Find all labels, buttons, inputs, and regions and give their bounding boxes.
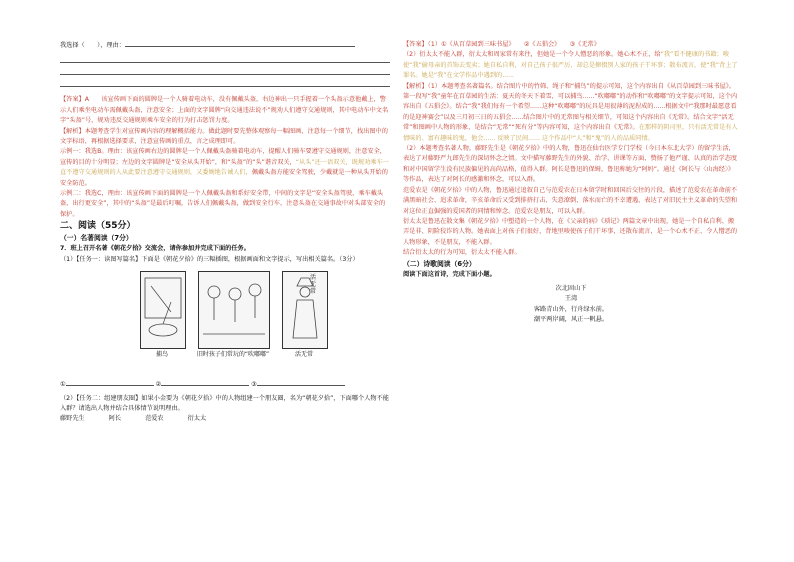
left-column — [60, 40, 390, 425]
illustrations — [60, 269, 390, 379]
analysis-3: 范爱农是《朝花夕拾》中的人物，鲁迅通过追叙自己与范爱农在日本留学时和回国后交往的片段，描述了范爱农在革命前不满黑暗社会、追求革命，辛亥革命后又受到排挤打击、失意潦倒、落水而亡的不幸遭遇，表达了对旧民主主义革命的失望和对这位正直倔强的爱国者的同情和悼念。范爱农是朋友，可以入群。 — [403, 186, 738, 215]
names-row — [60, 414, 390, 424]
conclusion: 结合衍太太的行为可知，衍太太不能入群。 — [403, 249, 521, 257]
caption-blowing-toy: 旧时孩子们常玩的“吹嘟嘟” — [196, 351, 270, 359]
bird-catching-drawing — [141, 272, 185, 348]
answer-line-3 — [60, 86, 390, 87]
name-fujino: 藤野先生 — [60, 415, 85, 423]
example-1: 示例一：我选B。理由：该宣传画右边的圆牌是一个人佩戴头盔骑着电动车，提醒人们骑车要遵守交通规则，注意安全，宣传的目的十分明显；左边的文字圆牌是“安全从头开始”，和“头盔”的“头”谐音双关，“从头”还一语双关，既规劝乘车一直不遵守交通规则的人从此要注意遵守交通规则，又委婉地告诫人们，佩戴头盔方能安全驾驶，少戴就是一种从头开始的安全防范。 — [60, 148, 389, 187]
example-2: 示例二：我选C，理由：该宣传画下面的圆牌是一个人佩戴头盔和系好安全带，中间的文字是“安全头盔驾驶，乘车戴头盔，出行更安全”，其中的“头盔”是最后叮嘱，告诉人们佩戴头盔，做到安全行车，注意头盔在交通事故中对头部安全的保护。 — [60, 190, 386, 218]
subsection-poetry: （二）诗歌阅读（6分） — [403, 259, 476, 268]
analysis-4: 衍太太是鲁迅在散文集《朝花夕拾》中塑造的一个人物，在《父亲的病》《琐记》两篇文章中出现，她是一个自私自利、搬弄是非、阴险狡诈的人物。她表面上对孩子们很好，背地里唆使孩子们干坏事，还散布流言，是一个心术不正、令人憎恶的人物形象，不是朋友，不能入群。 — [403, 217, 738, 246]
section-title-reading: 二、阅读（55分） — [60, 221, 136, 232]
wuchang-drawing — [283, 272, 327, 348]
blanks-row — [60, 379, 390, 390]
poem-title: 次北固山下 — [555, 284, 587, 292]
caption-bird-catching: 捕鸟 — [155, 351, 168, 359]
choose-line: 我选择（ ），理由： — [60, 40, 390, 51]
children-drawing — [199, 272, 269, 348]
answer-line-2 — [60, 74, 390, 75]
analysis-2: （2）本题考查名著人物。藤野先生是《朝花夕拾》中的人物，鲁迅在仙台医学专门学校（今日本东北大学）的留学生活，表达了对藤野严九郎先生的深切怀念之情。文中描写藤野先生的外貌、治学、讲课等方面，赞扬了他严谨、认真的治学态度和对中国留学生没有民族偏见的高尚品格，值得入群。阿长是鲁迅的保姆，鲁迅称她为“阿妈”。通过《阿长与〈山海经〉》等作品，表达了对阿长的感激和怀念，可以入群。 — [403, 145, 738, 184]
blowing-toy-picture — [198, 271, 270, 349]
analysis-left: 【解析】本题考查学生对宣传画内容的理解概括能力。做此题时要先整体观察每一幅图画，注意每一个细节，找出图中的文字标语，再根据选择要求，注意宣传画的重点，言之成理即可。 — [60, 127, 388, 146]
answer-head: 【答案】（1）①《从百草园到三味书屋》 ②《五猖会》 ③《无常》 — [403, 41, 600, 48]
question-7: 7．班上召开名著《朝花夕拾》交流会，请你参加并完成下面的任务。 — [60, 245, 250, 253]
blank-1[interactable]: ① — [60, 381, 66, 389]
answer-2: （2）衍太太不能入群，衍太太和周家常有来往，但她是一个令人憎恶的形象。她心术不正，给“我”看不健康的书籍；唆使“我”偷母亲的首饰去变卖；她自私自利，对自己孩子很严厉，却总是撺掇别人家的孩子干坏事；散布流言，使“我”背上了罪名。她是“我”在文学作品中遇到的...... — [403, 51, 738, 80]
poem-author: 王湾 — [564, 295, 578, 303]
question-7-task-2: （2）【任务二：组建朋友圈】如果小金要为《朝花夕拾》中的人物组建一个朋友圈，名为“朝花夕拾”，下面哪个人物不能入群？请选出人物并结合具体情节说明理由。 — [60, 394, 389, 412]
poem-intro: 阅读下面这首诗，完成下面小题。 — [403, 270, 496, 278]
wuchang-picture — [282, 271, 328, 349]
answer-a: 【答案】A 该宣传画下面的圆牌是一个人骑着电动车，没有佩戴头盔，右边神出一只手握着一个头盔示意他戴上，警示人们乘坐电动车需佩戴头盔，注意安全；上面的文字圆牌“向交通违法说不”规劝人们遵守交通规则，其中电动车中文名字“头盔”号，规劝违反交通规则乘车安全的行为打击惩罚力度。 — [60, 96, 389, 125]
blank-3[interactable]: ③ — [251, 381, 257, 389]
answer-line-1 — [60, 62, 390, 63]
poem-line-1: 客路青山外，行舟绿水前。 — [533, 305, 609, 313]
name-yantaitai: 衍太太 — [187, 415, 207, 423]
name-fanainong: 范爱农 — [145, 415, 164, 423]
poem-line-2: 潮平两岸阔，风正一帆悬。 — [533, 316, 609, 324]
bird-catching-picture — [140, 271, 186, 349]
question-7-task-1: （1）【任务一：读图写篇名】下面是《朝花夕拾》的三幅插图，根据画面和文字提示，写出相关篇名。（3分） — [60, 255, 359, 263]
blank-2[interactable]: ② — [155, 381, 162, 389]
wuchang-sign: 活无常 — [310, 274, 317, 296]
right-column — [403, 40, 739, 326]
subsection-classics: （一）名著阅读（7分） — [60, 234, 133, 243]
analysis-1: 【解析】（1）本题考查名著篇名。结合图片中的竹筛、绳子和“捕鸟”的提示可知，这个内容出自《从百草园到三味书屋》。第一段写“我”童年在百草园的生活：夏天的冬天下着雪，可以捕鸟......“吹嘟嘟”的动作和“吹嘟嘟”的文字提示可知，这个内容出自《五猖会》。结合“我”我们每有一个希望......这种“吹嘟嘟”的玩具是用很薄的泥捏成的......根据文中“我那时最愿意看的是迎神赛会”以及三月初三日的五猖会......结合图片中的无常图与相关细节，可知这个内容出自《无常》。结合文字“活无常”和图画中人物的形象，是结合“无常”“死有分”等内容可知，这个内容出自《无常》。在那样的阴司里，只有活无常是有人情味的、富有趣味的鬼，他会...... 反映了民间...... 这个作品中“人”和“鬼”的人的品质同情。 — [403, 82, 738, 142]
caption-wuchang: 活无常 — [294, 351, 313, 359]
name-achang: 阿长 — [108, 415, 122, 423]
